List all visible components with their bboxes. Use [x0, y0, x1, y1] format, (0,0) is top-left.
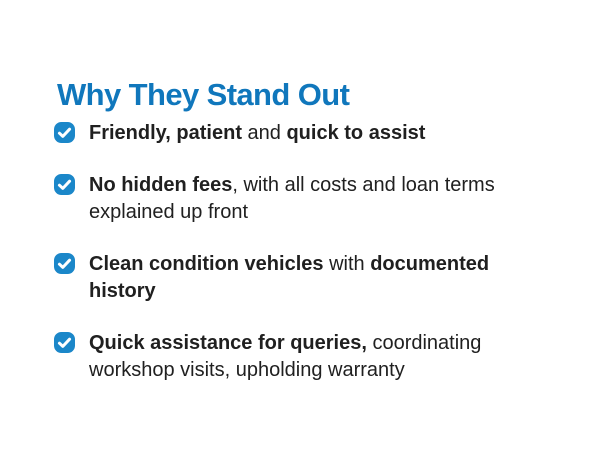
text-segment: quick to assist	[286, 122, 426, 144]
check-circle-icon	[54, 253, 75, 274]
bullet-text	[89, 330, 481, 384]
text-segment: workshop visits, upholding warranty	[89, 359, 405, 381]
text-segment: documented	[370, 253, 490, 275]
text-segment: Quick assistance for queries,	[89, 332, 367, 354]
text-segment: history	[89, 280, 156, 302]
check-circle-icon	[54, 122, 75, 143]
text-segment: No hidden fees	[89, 174, 233, 196]
bullet-item	[54, 330, 564, 384]
bullet-text	[89, 251, 489, 305]
bullet-text	[89, 172, 495, 226]
bullet-text	[89, 120, 425, 147]
text-segment: and	[241, 122, 287, 144]
text-segment: explained up front	[89, 201, 249, 223]
check-circle-icon	[54, 174, 75, 195]
bullet-text-line	[89, 278, 489, 305]
bullet-text-line	[89, 251, 489, 278]
text-segment: with	[323, 253, 371, 275]
bullet-item	[54, 172, 564, 226]
check-circle-icon	[54, 332, 75, 353]
text-segment: coordinating	[366, 332, 482, 354]
bullet-item	[54, 251, 564, 305]
page-title: Why They Stand Out	[57, 76, 350, 112]
bullet-text-line	[89, 120, 425, 147]
bullet-text-line	[89, 172, 495, 199]
bullet-text-line	[89, 357, 481, 384]
bullet-list	[54, 120, 564, 409]
text-segment: Friendly, patient	[89, 122, 242, 144]
bullet-text-line	[89, 199, 495, 226]
text-segment: , with all costs and loan terms	[232, 174, 495, 196]
bullet-text-line	[89, 330, 481, 357]
text-segment: Clean condition vehicles	[89, 253, 324, 275]
bullet-item	[54, 120, 564, 147]
